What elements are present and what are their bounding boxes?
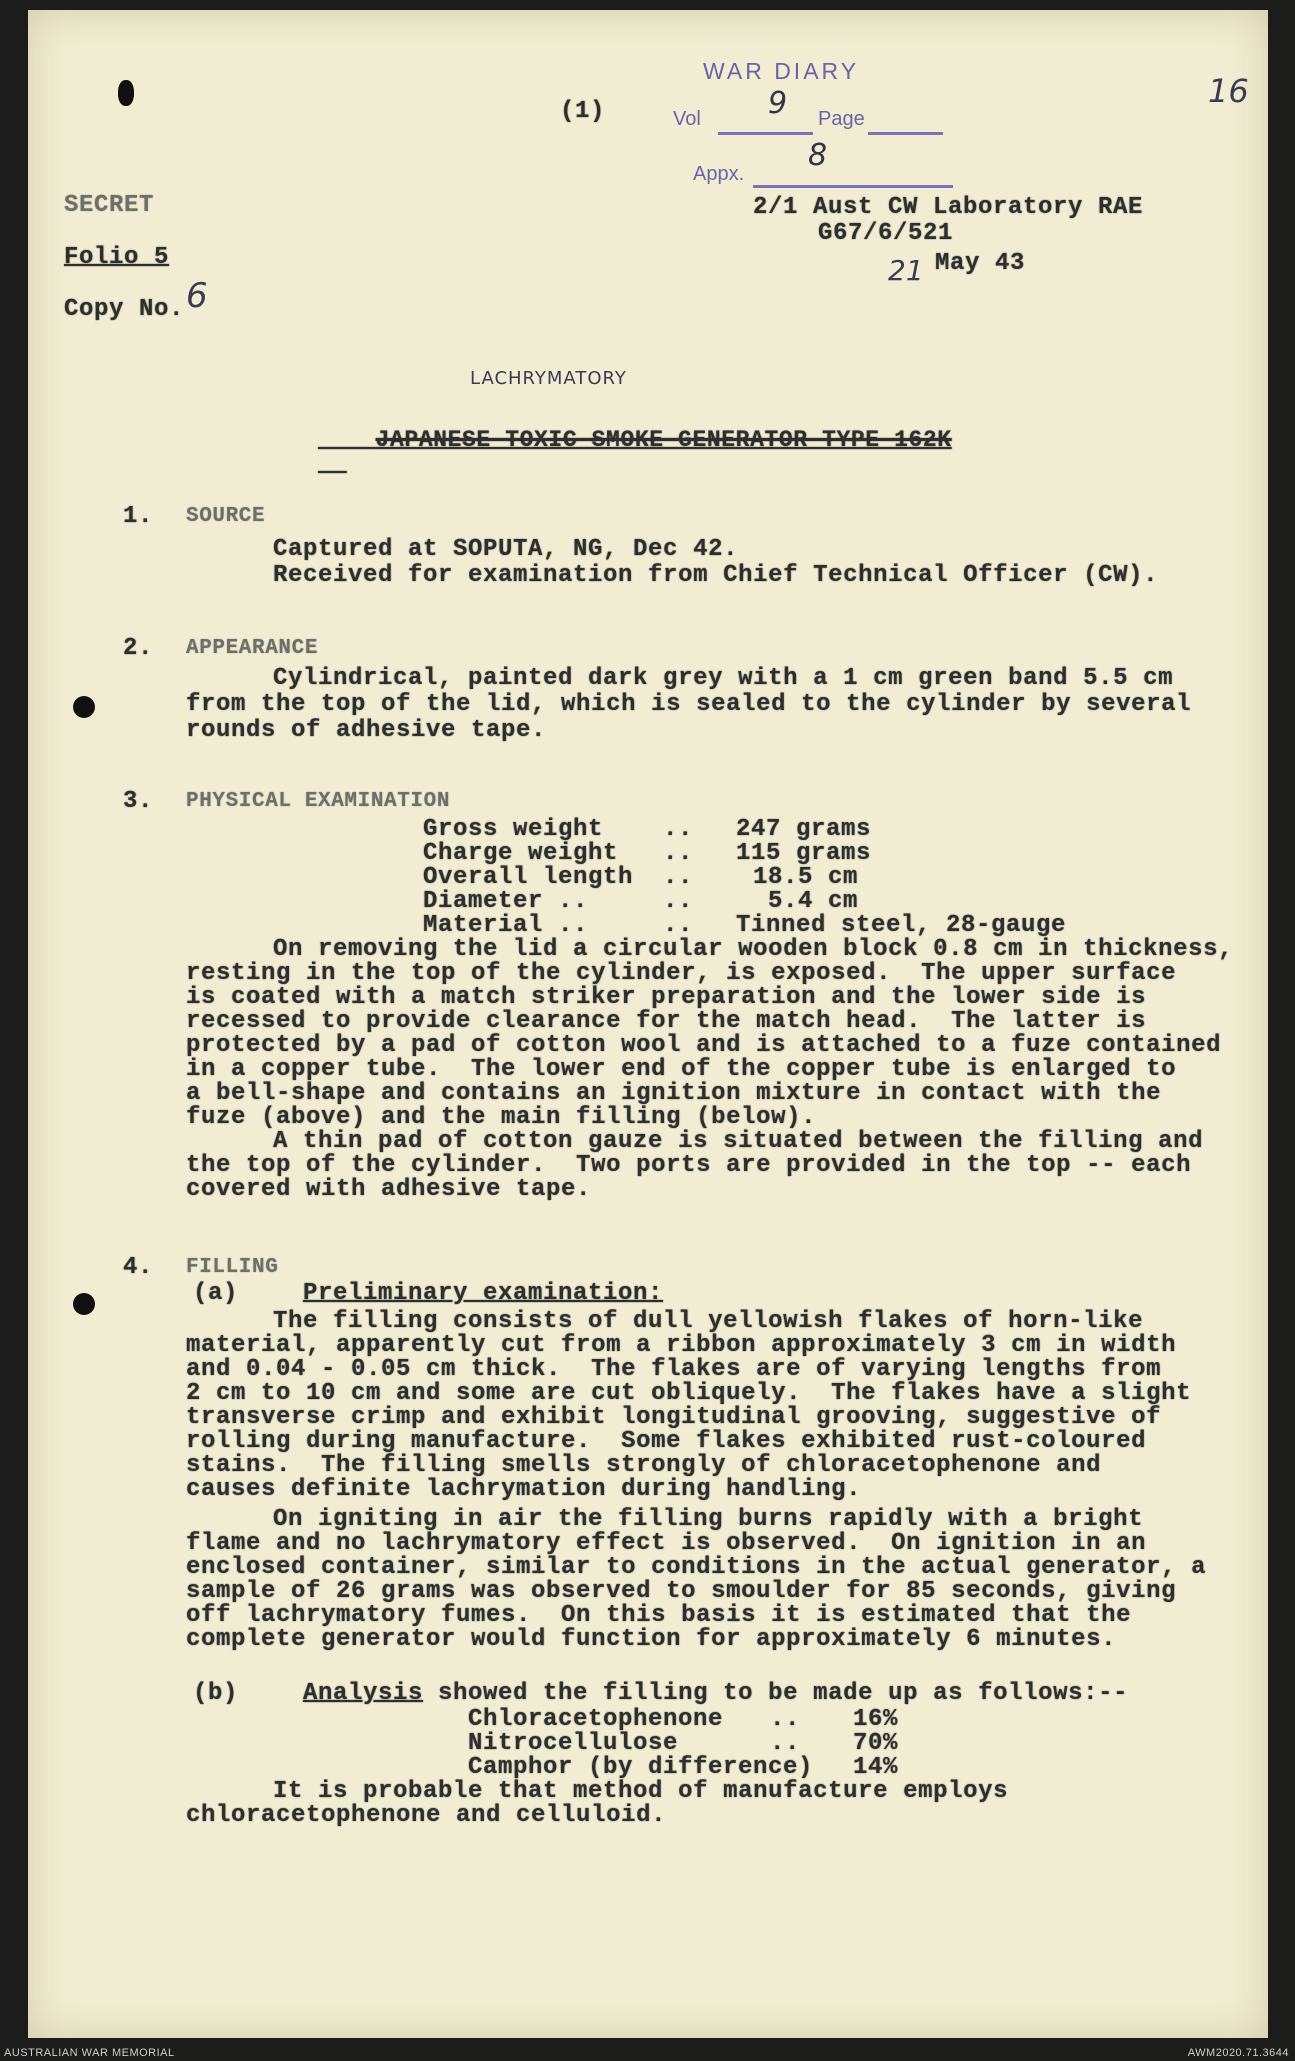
phys-row-3-sep: .. (663, 864, 694, 891)
section-4b-heading-line (303, 1682, 1128, 1706)
section-3-line-3: is coated with a match striker preparation and the lower side is (186, 984, 1147, 1011)
section-4-heading: FILLING (186, 1256, 279, 1279)
phys-row-4-label: Diameter .. (423, 888, 589, 915)
section-4a-line-9: On igniting in air the filling burns rapidly with a bright (273, 1506, 1144, 1533)
section-4a-line-5: transverse crimp and exhibit longitudinal grooving, suggestive of (186, 1404, 1162, 1431)
closing-line-2: chloracetophenone and celluloid. (186, 1802, 667, 1829)
analysis-row-3-label: Camphor (by difference) (468, 1754, 814, 1781)
phys-row-2-value: 115 grams (736, 840, 872, 867)
section-1-line-2: Received for examination from Chief Technical Officer (CW). (273, 562, 1159, 589)
stamp-vol-value: 9 (768, 86, 788, 121)
section-4a-line-14: complete generator would function for approximately 6 minutes. (186, 1626, 1117, 1653)
analysis-row-1-label: Chloracetophenone (468, 1706, 724, 1733)
unit-name: 2/1 Aust CW Laboratory RAE (753, 194, 1144, 221)
section-1-heading: SOURCE (186, 505, 266, 528)
footer-archive-ref: AWM2020.71.3644 (1187, 2047, 1289, 2059)
folio-number: Folio 5 (64, 244, 170, 271)
file-reference: G67/6/521 (818, 220, 954, 247)
section-3-line-10: the top of the cylinder. Two ports are provided in the top -- each (186, 1152, 1192, 1179)
phys-row-3-label: Overall length (423, 864, 634, 891)
phys-row-1-sep: .. (663, 816, 694, 843)
phys-row-5-label: Material .. (423, 912, 589, 939)
phys-row-4-sep: .. (663, 888, 694, 915)
handwritten-page-number: 16 (1208, 72, 1249, 110)
section-3-line-2: resting in the top of the cylinder, is exposed. The upper surface (186, 960, 1177, 987)
section-3-line-1: On removing the lid a circular wooden block 0.8 cm in thickness, (273, 936, 1234, 963)
analysis-row-2-sep: .. (770, 1730, 801, 1757)
page-marker: (1) (560, 98, 606, 125)
section-4b-heading: Analysis (303, 1680, 424, 1707)
phys-row-5-sep: .. (663, 912, 694, 939)
punch-hole-lower (73, 1293, 95, 1315)
phys-row-4-value: 5.4 cm (768, 888, 859, 915)
date-day-handwritten: 21 (888, 254, 924, 287)
section-2-line-1: Cylindrical, painted dark grey with a 1 cm green band 5.5 cm (273, 665, 1174, 692)
section-4a-line-7: stains. The filling smells strongly of chloracetophenone and (186, 1452, 1102, 1479)
section-4a-line-6: rolling during manufacture. Some flakes exhibited rust-coloured (186, 1428, 1147, 1455)
section-4a-line-3: and 0.04 - 0.05 cm thick. The flakes are of varying lengths from (186, 1356, 1162, 1383)
phys-row-3-value: 18.5 cm (753, 864, 859, 891)
stamp-title: WAR DIARY (703, 58, 860, 84)
section-4-number: 4. (123, 1254, 154, 1281)
section-3-line-6: in a copper tube. The lower end of the copper tube is enlarged to (186, 1056, 1177, 1083)
analysis-row-3-value: 14% (853, 1754, 899, 1781)
stamp-page-label: Page (818, 108, 865, 130)
copy-number-handwritten: 6 (186, 276, 208, 316)
classification-secret: SECRET (64, 192, 155, 219)
section-3-line-4: recessed to provide clearance for the match head. The latter is (186, 1008, 1147, 1035)
section-4a-line-10: flame and no lachrymatory effect is observed. On ignition in an (186, 1530, 1147, 1557)
section-1-number: 1. (123, 503, 154, 530)
copy-label: Copy No. (64, 296, 185, 323)
section-4a-line-4: 2 cm to 10 cm and some are cut obliquely. The flakes have a slight (186, 1380, 1192, 1407)
section-2-line-2: from the top of the lid, which is sealed to the cylinder by several (186, 691, 1192, 718)
section-2-heading: APPEARANCE (186, 637, 319, 660)
section-4a-label: (a) (193, 1280, 239, 1307)
section-4a-line-2: material, apparently cut from a ribbon approximately 3 cm in width (186, 1332, 1177, 1359)
section-3-line-5: protected by a pad of cotton wool and is attached to a fuze contained (186, 1032, 1222, 1059)
phys-row-1-value: 247 grams (736, 816, 872, 843)
analysis-row-1-value: 16% (853, 1706, 899, 1733)
phys-row-1-label: Gross weight (423, 816, 604, 843)
section-4a-line-8: causes definite lachrymation during handling. (186, 1476, 862, 1503)
analysis-row-2-value: 70% (853, 1730, 899, 1757)
report-date: May 43 (935, 250, 1026, 277)
section-3-line-11: covered with adhesive tape. (186, 1176, 592, 1203)
phys-row-2-sep: .. (663, 840, 694, 867)
section-3-number: 3. (123, 788, 154, 815)
analysis-row-1-sep: .. (770, 1706, 801, 1733)
punch-hole-middle (73, 696, 95, 718)
section-4a-line-12: sample of 26 grams was observed to smoulder for 85 seconds, giving (186, 1578, 1177, 1605)
section-1-line-1: Captured at SOPUTA, NG, Dec 42. (273, 536, 739, 563)
analysis-row-2-label: Nitrocellulose (468, 1730, 679, 1757)
section-3-heading: PHYSICAL EXAMINATION (186, 790, 451, 813)
document-page (28, 10, 1268, 2038)
stamp-vol-label: Vol (673, 108, 701, 130)
section-4a-line-1: The filling consists of dull yellowish flakes of horn-like (273, 1308, 1144, 1335)
title-handwritten-insert: LACHRYMATORY (470, 368, 627, 389)
stamp-appx-value: 8 (808, 138, 828, 173)
section-2-number: 2. (123, 635, 154, 662)
document-title-text: JAPANESE TOXIC SMOKE GENERATOR TYPE 162K (375, 427, 952, 453)
phys-row-5-value: Tinned steel, 28-gauge (736, 912, 1067, 939)
stamp-vol-line-2 (758, 132, 813, 135)
stamp-appx-line (753, 185, 953, 188)
war-diary-stamp (673, 58, 973, 188)
section-4a-heading: Preliminary examination: (303, 1280, 664, 1307)
section-3-line-7: a bell-shape and contains an ignition mixture in contact with the (186, 1080, 1162, 1107)
section-4b-label: (b) (193, 1680, 239, 1707)
section-4a-line-13: off lachrymatory fumes. On this basis it is estimated that the (186, 1602, 1132, 1629)
document-title (318, 404, 952, 476)
closing-line-1: It is probable that method of manufacture employs (273, 1778, 1009, 1805)
footer-archive-name: AUSTRALIAN WAR MEMORIAL (4, 2047, 175, 2059)
stamp-appx-label: Appx. (693, 163, 745, 185)
section-4b-intro: showed the filling to be made up as follows:-- (423, 1680, 1129, 1707)
section-4a-line-11: enclosed container, similar to conditions in the actual generator, a (186, 1554, 1207, 1581)
punch-hole-top (118, 80, 134, 106)
phys-row-2-label: Charge weight (423, 840, 619, 867)
stamp-page-line (868, 132, 943, 135)
section-2-line-3: rounds of adhesive tape. (186, 717, 547, 744)
section-3-line-9: A thin pad of cotton gauze is situated between the filling and (273, 1128, 1204, 1155)
section-3-line-8: fuze (above) and the main filling (below). (186, 1104, 817, 1131)
stamp-vol-line (718, 132, 758, 135)
